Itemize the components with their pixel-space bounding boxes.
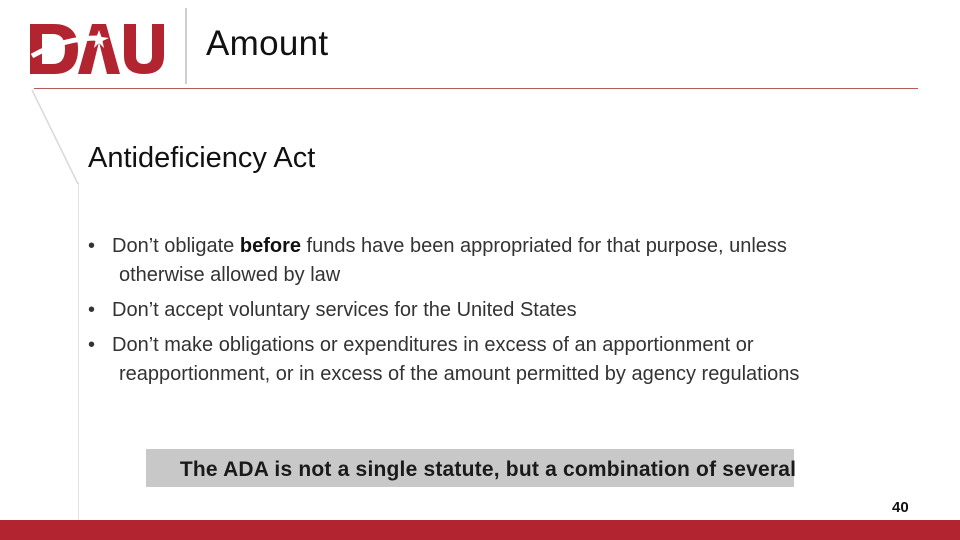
bullet-list — [88, 232, 878, 395]
bullet-text — [112, 296, 878, 325]
left-rule — [78, 182, 79, 520]
corner-diagonal-line — [30, 88, 82, 188]
page-number: 40 — [892, 499, 909, 516]
bullet-dot: • — [88, 299, 96, 321]
bullet-text-pre: Don’t accept voluntary services for the United States — [112, 299, 577, 321]
bullet-text — [112, 232, 878, 290]
bullet-text-pre: Don’t obligate — [112, 235, 240, 257]
bullet-text-pre: Don’t make obligations or expenditures in excess of an apportionment or reapportionment, or in excess of the amount permitted by agency regulations — [112, 334, 800, 385]
dau-logo — [28, 16, 164, 78]
header-rule — [34, 88, 918, 89]
bullet-dot: • — [88, 334, 96, 356]
callout-text: The ADA is not a single statute, but a combination of several — [179, 458, 797, 481]
bullet-text-post: funds have been appropriated for that purpose, unless otherwise allowed by law — [119, 235, 787, 286]
bullet-item — [88, 296, 878, 325]
bullet-item — [88, 331, 878, 389]
bullet-item — [88, 232, 878, 290]
footer-bar — [0, 520, 960, 540]
bullet-text — [112, 331, 878, 389]
dau-logo-icon — [28, 16, 164, 78]
header-divider — [185, 8, 187, 84]
bullet-text-bold: before — [239, 235, 301, 257]
section-heading: Antideficiency Act — [88, 142, 316, 174]
bullet-dot: • — [88, 235, 96, 257]
page-title: Amount — [206, 24, 329, 63]
